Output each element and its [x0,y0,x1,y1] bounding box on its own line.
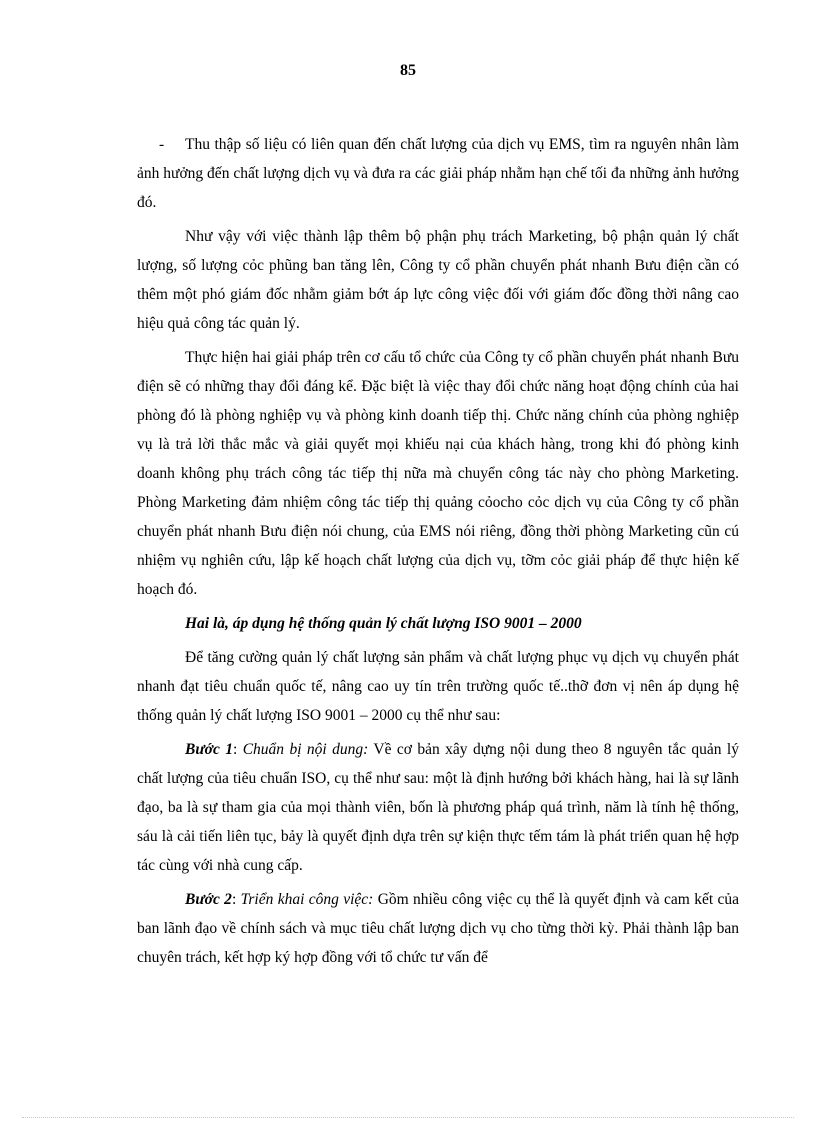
step-2-paragraph [137,885,739,972]
step-2-label: Bước 2 [185,891,232,908]
footer-divider [22,1117,794,1118]
step-1-text: Về cơ bản xây dựng nội dung theo 8 nguyên tắc quản lý chất lượng của tiêu chuẩn ISO, cụ thể như sau: một là định hướng bởi khách hàng, hai là sự lãnh đạo, ba là sự tham gia của mọi thành viên, bốn là phương pháp quá trình, năm là tính hệ thống, sáu là cải tiến liên tục, bảy là quyết định dựa trên sự kiện thực tếm tám là phát triển quan hệ hợp tác cùng với nhà cung cấp. [137,741,739,874]
paragraph-2: Thực hiện hai giải pháp trên cơ cấu tổ chức của Công ty cổ phần chuyển phát nhanh Bưu điện sẽ có những thay đổi đáng kể. Đặc biệt là việc thay đổi chức năng hoạt động chính của hai phòng đó là phòng nghiệp vụ và phòng kinh doanh tiếp thị. Chức năng chính của phòng nghiệp vụ là trả lời thắc mắc và giải quyết mọi khiếu nại của khách hàng, trong khi đó phòng kinh doanh không phụ trách công tác tiếp thị nữa mà chuyển công tác này cho phòng Marketing. Phòng Marketing đảm nhiệm công tác tiếp thị quảng cỏocho cỏc dịch vụ của Công ty cổ phần chuyển phát nhanh Bưu điện nói chung, của EMS nói riêng, đồng thời phòng Marketing cũn cú nhiệm vụ nghiên cứu, lập kế hoạch chất lượng của dịch vụ, tỡm cỏc giải pháp để thực hiện kế hoạch đó. [137,349,739,598]
bullet-paragraph [137,130,739,217]
step-1-paragraph [137,735,739,880]
step-1-title: Chuẩn bị nội dung: [242,741,369,758]
paragraph-3: Để tăng cường quản lý chất lượng sản phẩm và chất lượng phục vụ dịch vụ chuyển phát nhanh đạt tiêu chuẩn quốc tế, nâng cao uy tín trên trường quốc tế..thỡ đơn vị nên áp dụng hệ thống quản lý chất lượng ISO 9001 – 2000 cụ thể như sau: [137,649,739,724]
page-number: 85 [400,62,416,79]
step-2-separator: : [231,891,241,908]
step-1-separator: : [232,741,243,758]
step-1-label: Bước 1 [185,741,233,758]
section-heading: Hai là, áp dụng hệ thống quản lý chất lượng ISO 9001 – 2000 [185,615,582,632]
body-text [137,130,739,977]
bullet-text: Thu thập số liệu có liên quan đến chất lượng của dịch vụ EMS, tìm ra nguyên nhân làm ảnh hưởng đến chất lượng dịch vụ và đưa ra các giải pháp nhằm hạn chế tối đa những ảnh hưởng đó. [137,136,739,211]
step-2-text: Gồm nhiều công việc cụ thể là quyết định và cam kết của ban lãnh đạo về chính sách và mục tiêu chất lượng dịch vụ cho từng thời kỳ. Phải thành lập ban chuyên trách, kết hợp ký hợp đồng với tổ chức tư vấn để [137,891,739,966]
paragraph-1: Như vậy với việc thành lập thêm bộ phận phụ trách Marketing, bộ phận quản lý chất lượng, số lượng cỏc phũng ban tăng lên, Công ty cổ phần chuyển phát nhanh Bưu điện cần có thêm một phó giám đốc nhằm giảm bớt áp lực công việc đối với giám đốc đồng thời nâng cao hiệu quả công tác quản lý. [137,228,739,332]
bullet-dash: - [159,136,165,153]
step-2-title: Triển khai công việc: [240,891,374,908]
